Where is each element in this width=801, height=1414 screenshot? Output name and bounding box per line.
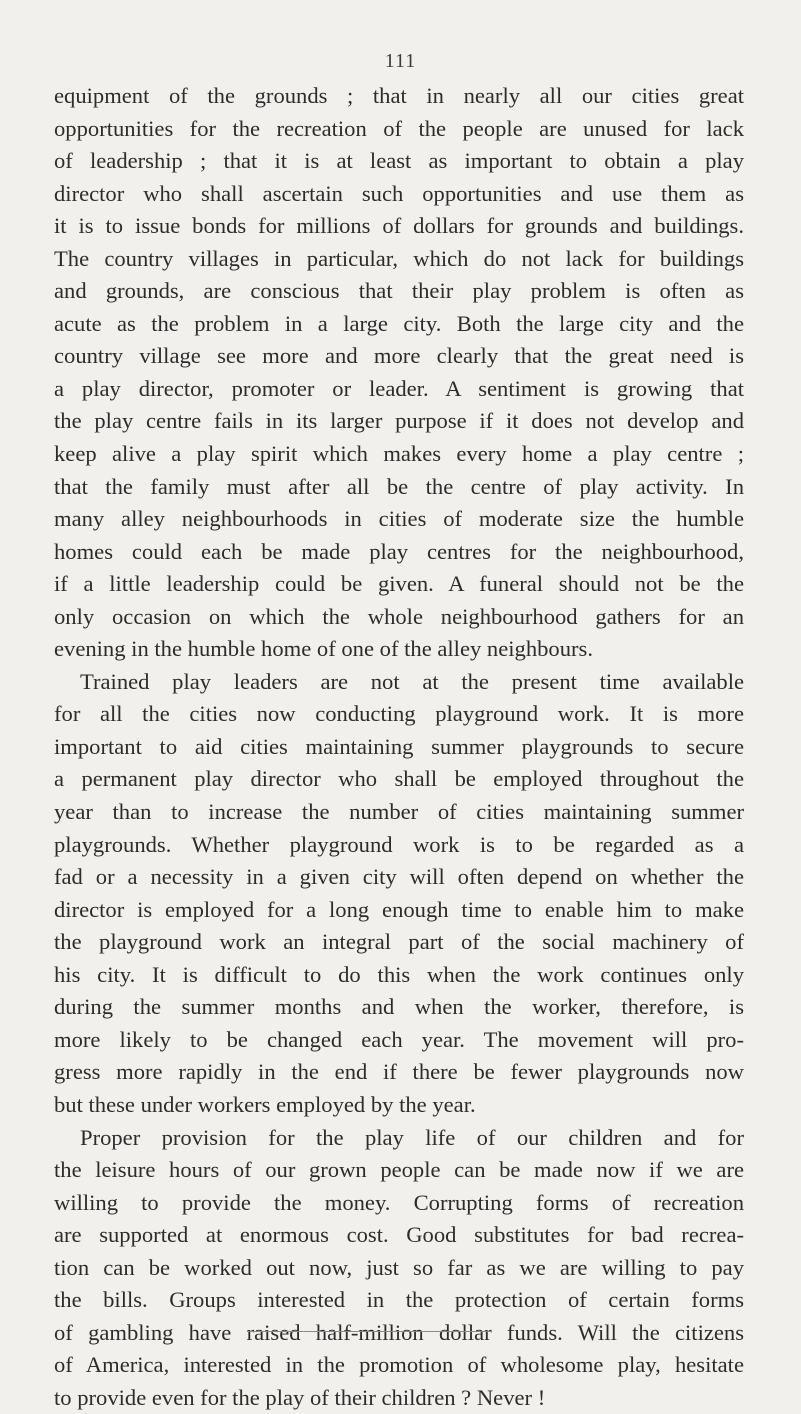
end-rule bbox=[247, 1331, 492, 1332]
text-line: director is employed for a long enough time to enable him to make bbox=[54, 894, 744, 927]
text-line: of America, interested in the promotion of wholesome play, hesitate bbox=[54, 1349, 744, 1382]
text-line: that the family must after all be the centre of play activity. In bbox=[54, 471, 744, 504]
text-line: gress more rapidly in the end if there be fewer playgrounds now bbox=[54, 1056, 744, 1089]
text-line: tion can be worked out now, just so far as we are willing to pay bbox=[54, 1252, 744, 1285]
text-line: and grounds, are conscious that their play problem is often as bbox=[54, 275, 744, 308]
text-line: equipment of the grounds ; that in nearly all our cities great bbox=[54, 80, 744, 113]
page-number: 111 bbox=[0, 50, 801, 73]
text-line: Trained play leaders are not at the present time available bbox=[54, 666, 744, 699]
text-line: evening in the humble home of one of the alley neighbours. bbox=[54, 633, 744, 666]
text-line: Proper provision for the play life of our children and for bbox=[54, 1122, 744, 1155]
text-line: important to aid cities maintaining summer playgrounds to secure bbox=[54, 731, 744, 764]
text-line: playgrounds. Whether playground work is to be regarded as a bbox=[54, 829, 744, 862]
text-line: it is to issue bonds for millions of dollars for grounds and buildings. bbox=[54, 210, 744, 243]
text-line: acute as the problem in a large city. Both the large city and the bbox=[54, 308, 744, 341]
paragraph bbox=[54, 666, 744, 1122]
text-line: country village see more and more clearly that the great need is bbox=[54, 340, 744, 373]
text-line: opportunities for the recreation of the people are unused for lack bbox=[54, 113, 744, 146]
text-line: a play director, promoter or leader. A sentiment is growing that bbox=[54, 373, 744, 406]
paragraph bbox=[54, 1122, 744, 1414]
text-line: for all the cities now conducting playground work. It is more bbox=[54, 698, 744, 731]
text-line: keep alive a play spirit which makes every home a play centre ; bbox=[54, 438, 744, 471]
text-line: only occasion on which the whole neighbourhood gathers for an bbox=[54, 601, 744, 634]
text-line: willing to provide the money. Corrupting forms of recreation bbox=[54, 1187, 744, 1220]
text-line: the bills. Groups interested in the protection of certain forms bbox=[54, 1284, 744, 1317]
text-line: the leisure hours of our grown people can be made now if we are bbox=[54, 1154, 744, 1187]
text-line: a permanent play director who shall be employed throughout the bbox=[54, 763, 744, 796]
paragraph bbox=[54, 80, 744, 666]
text-line: to provide even for the play of their children ? Never ! bbox=[54, 1382, 744, 1414]
text-line: the playground work an integral part of the social machinery of bbox=[54, 926, 744, 959]
text-line: homes could each be made play centres for the neighbourhood, bbox=[54, 536, 744, 569]
text-line: of leadership ; that it is at least as important to obtain a play bbox=[54, 145, 744, 178]
text-line: year than to increase the number of cities maintaining summer bbox=[54, 796, 744, 829]
text-line: the play centre fails in its larger purpose if it does not develop and bbox=[54, 405, 744, 438]
text-line: fad or a necessity in a given city will often depend on whether the bbox=[54, 861, 744, 894]
body-text bbox=[54, 80, 744, 1414]
text-line: many alley neighbourhoods in cities of moderate size the humble bbox=[54, 503, 744, 536]
text-line: more likely to be changed each year. The movement will pro- bbox=[54, 1024, 744, 1057]
text-line: of gambling have raised half-million dollar funds. Will the citizens bbox=[54, 1317, 744, 1350]
text-line: during the summer months and when the worker, therefore, is bbox=[54, 991, 744, 1024]
text-line: but these under workers employed by the year. bbox=[54, 1089, 744, 1122]
text-line: are supported at enormous cost. Good substitutes for bad recrea- bbox=[54, 1219, 744, 1252]
text-line: director who shall ascertain such opportunities and use them as bbox=[54, 178, 744, 211]
text-line: if a little leadership could be given. A funeral should not be the bbox=[54, 568, 744, 601]
text-line: his city. It is difficult to do this when the work continues only bbox=[54, 959, 744, 992]
text-line: The country villages in particular, which do not lack for buildings bbox=[54, 243, 744, 276]
